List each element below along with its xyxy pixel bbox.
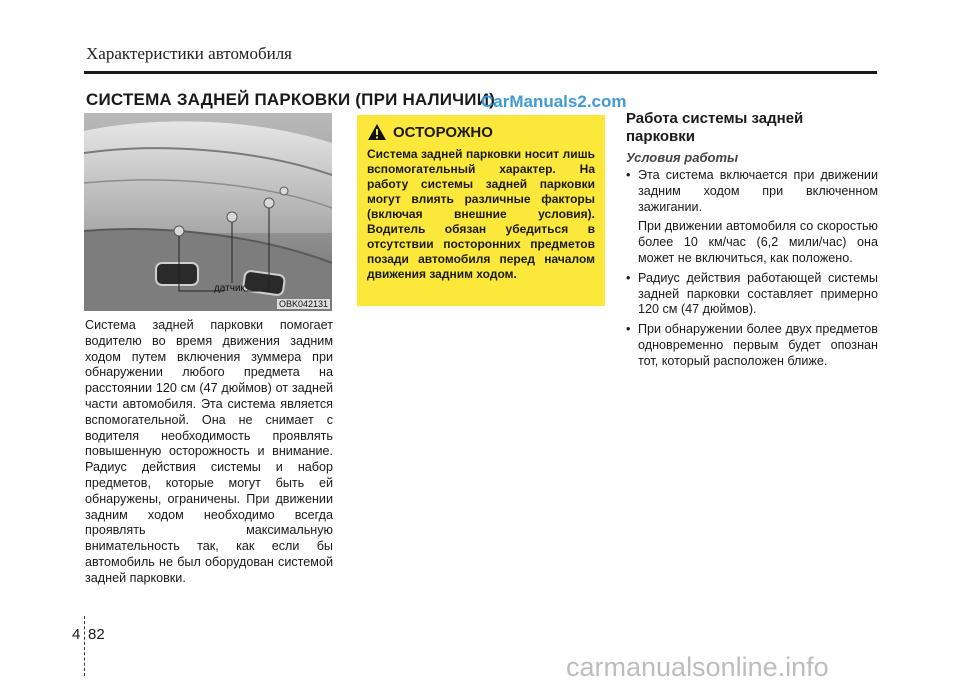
list-item-text: При обнаружении более двух предметов одновременно первым будет опознан тот, который расположен ближе. — [638, 322, 878, 368]
rear-bumper-photo — [84, 113, 332, 311]
page-number: 82 — [88, 626, 105, 643]
bullet-dot: • — [626, 168, 631, 182]
list-item-text: Эта система включается при движении задним ходом при включенном зажигании. — [638, 168, 878, 214]
list-item — [626, 271, 878, 318]
figure-code: OBK042131 — [278, 299, 328, 309]
running-header: Характеристики автомобиля — [86, 44, 292, 63]
body-paragraph: Система задней парковки помогает водителю во время движения задним ходом путем включения зуммера при обнаружении любого предмета на расстоянии 120 см (47 дюймов) от задней части автомобиля. Эта система является вспомогательной. Она не снимает с водителя необходимость проявлять повышенную осторожность и внимание. Радиус действия системы и набор предметов, которые могут быть ей обнаружены, ограничены. При движении задним ходом необходимо всегда проявлять максимальную внимательность так, как если бы автомобиль не был оборудован системой задней парковки. — [85, 318, 333, 585]
watermark-top: CarManuals2.com — [481, 92, 627, 111]
list-item-text: Радиус действия работающей системы задней парковки составляет примерно 120 см (47 дюймов). — [638, 270, 878, 317]
conditions-title: Условия работы — [626, 150, 739, 165]
car-rear-illustration — [84, 113, 332, 311]
bullet-dot: • — [626, 270, 631, 285]
chapter-number: 4 — [72, 626, 81, 643]
header-rule — [84, 71, 877, 74]
warning-title: ОСТОРОЖНО — [393, 123, 493, 141]
section-heading: СИСТЕМА ЗАДНЕЙ ПАРКОВКИ (ПРИ НАЛИЧИИ) — [86, 90, 495, 109]
watermark-bottom: carmanualsonline.info — [566, 652, 829, 682]
list-item-extra: При движении автомобиля со скоростью более 10 км/час (6,2 мили/час) она может не включиться, как положено. — [638, 219, 878, 265]
warning-box — [357, 115, 605, 306]
list-item — [626, 322, 878, 369]
sensor-label: датчик — [214, 283, 245, 294]
conditions-list — [626, 168, 878, 374]
subsection-title: Работа системы задней парковки — [626, 110, 804, 145]
footer-divider — [84, 616, 85, 676]
bullet-dot: • — [626, 322, 631, 337]
warning-text: Система задней парковки носит лишь вспомогательный характер. На работу системы задней парковки могут влиять различные факторы (включая внешние условия). Водитель обязан убедиться в отсутствии посторонних предметов позади автомобиля перед началом движения задним ходом. — [367, 147, 595, 281]
warning-triangle-icon — [367, 123, 387, 141]
list-item — [626, 168, 878, 267]
